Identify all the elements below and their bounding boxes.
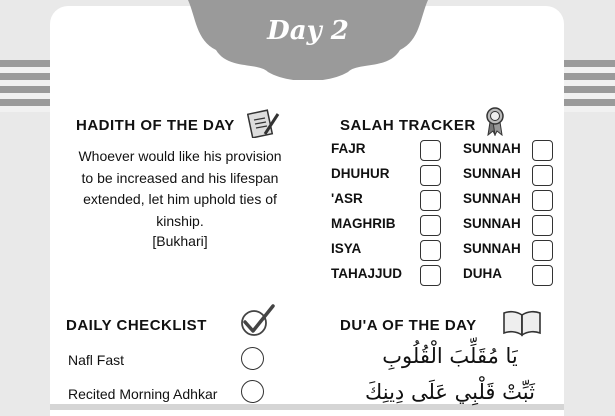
hadith-source: [Bukhari] [152,233,208,249]
asr-checkbox[interactable] [420,190,441,211]
prayer-maghrib: MAGHRIB [331,216,396,231]
duha-label: DUHA [463,266,502,281]
document-pencil-icon [247,108,281,138]
dua-line: يَا مُقَلِّبَ الْقُلُوبِ [382,344,518,368]
hadith-line: to be increased and his lifespan [81,169,279,186]
maghrib-checkbox[interactable] [420,215,441,236]
tahajjud-checkbox[interactable] [420,265,441,286]
dua-line: ثَبِّتْ قَلْبِي عَلَى دِينِكَ [365,380,535,404]
checkmark-icon [238,303,276,337]
day-title: Day 2 [267,16,349,46]
sunnah-label: SUNNAH [463,141,521,156]
sunnah-label: SUNNAH [463,241,521,256]
sunnah-checkbox[interactable] [532,190,553,211]
prayer-fajr: FAJR [331,141,366,156]
hadith-line: Whoever would like his provision [78,148,282,164]
dhuhur-checkbox[interactable] [420,165,441,186]
award-ribbon-icon [485,106,505,136]
dua-title: DU'A OF THE DAY [340,317,477,334]
sunnah-checkbox[interactable] [532,215,553,236]
prayer-asr: 'ASR [331,191,363,206]
prayer-isya: ISYA [331,241,362,256]
hadith-title: HADITH OF THE DAY [76,117,235,134]
sunnah-label: SUNNAH [463,166,521,181]
morning-adhkar-checkbox[interactable] [241,380,264,403]
prayer-dhuhur: DHUHUR [331,166,390,181]
sunnah-label: SUNNAH [463,216,521,231]
sunnah-label: SUNNAH [463,191,521,206]
sunnah-checkbox[interactable] [532,165,553,186]
checklist-item-nafl-fast: Nafl Fast [68,352,125,368]
right-stripes-decoration [555,60,615,112]
sunnah-checkbox[interactable] [532,140,553,161]
open-book-icon [502,309,542,337]
hadith-text [60,146,300,232]
fajr-checkbox[interactable] [420,140,441,161]
nafl-fast-checkbox[interactable] [241,347,264,370]
checklist-item-morning-adhkar: Recited Morning Adhkar [68,386,218,402]
checklist-title: DAILY CHECKLIST [66,317,207,334]
bottom-band [50,404,564,410]
salah-title: SALAH TRACKER [340,117,476,134]
hadith-line: extended, let him uphold ties of [83,191,277,207]
duha-checkbox[interactable] [532,265,553,286]
sunnah-checkbox[interactable] [532,240,553,261]
hadith-line: kinship. [156,212,204,229]
isya-checkbox[interactable] [420,240,441,261]
prayer-tahajjud: TAHAJJUD [331,266,403,281]
